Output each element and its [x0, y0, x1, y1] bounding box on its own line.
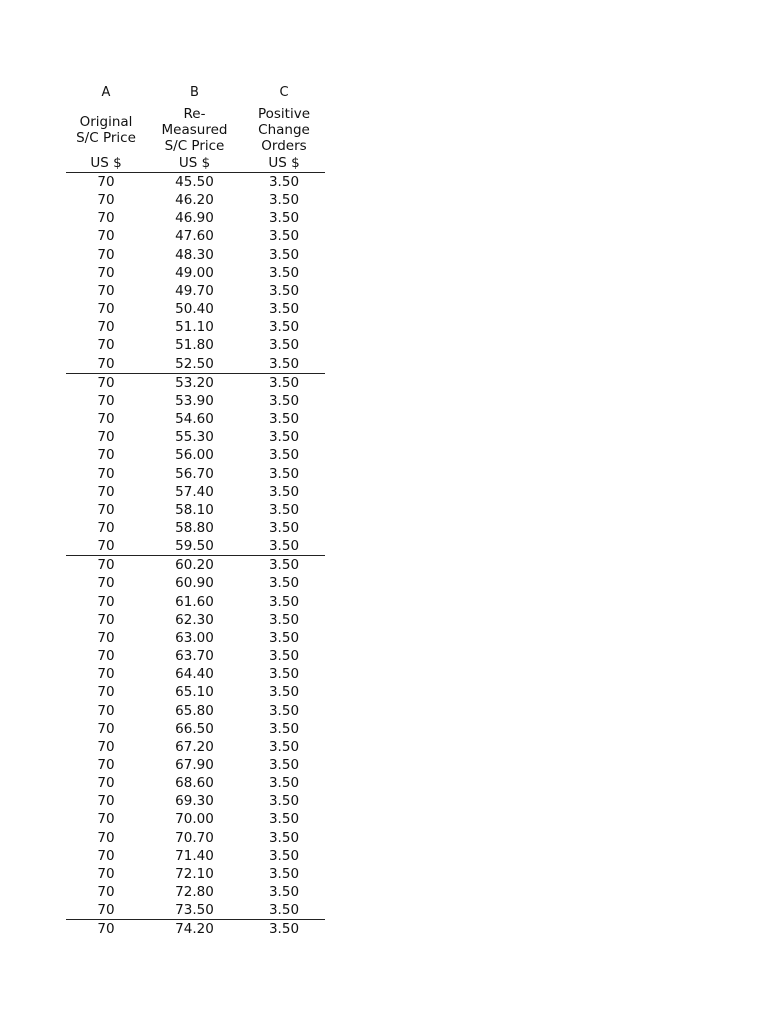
cell-original-price: 70 — [97, 192, 115, 209]
cell-remeasured-price: 51.10 — [175, 319, 214, 336]
cell-remeasured-price: 46.20 — [175, 192, 214, 209]
cell-change-orders: 3.50 — [268, 210, 300, 227]
cell-remeasured-price: 47.60 — [175, 228, 214, 245]
cell-original-price: 70 — [97, 465, 115, 482]
cell-remeasured-price: 51.80 — [175, 337, 214, 354]
cell-remeasured-price: 53.90 — [175, 392, 214, 409]
column-letter-a: A — [101, 85, 111, 100]
table-row — [66, 537, 325, 556]
table-row — [66, 191, 325, 209]
cell-remeasured-price: 71.40 — [175, 847, 214, 864]
cell-original-price: 70 — [97, 829, 115, 846]
table-row — [66, 611, 325, 629]
cell-original-price: 70 — [97, 921, 115, 938]
price-table — [66, 84, 325, 939]
cell-change-orders: 3.50 — [268, 465, 300, 482]
cell-change-orders: 3.50 — [268, 174, 300, 190]
cell-original-price: 70 — [97, 757, 115, 773]
cell-remeasured-price: 69.30 — [175, 793, 214, 810]
cell-original-price: 70 — [97, 738, 115, 755]
column-letters-row — [66, 84, 325, 106]
cell-original-price: 70 — [97, 629, 115, 646]
cell-remeasured-price: 72.80 — [175, 884, 214, 901]
unit-a: US $ — [90, 155, 122, 171]
table-row — [66, 665, 325, 683]
table-row — [66, 209, 325, 227]
cell-remeasured-price: 67.90 — [175, 757, 214, 773]
cell-change-orders: 3.50 — [268, 847, 300, 864]
cell-remeasured-price: 62.30 — [175, 611, 214, 628]
cell-original-price: 70 — [97, 264, 115, 281]
cell-remeasured-price: 72.10 — [175, 865, 214, 882]
cell-original-price: 70 — [97, 811, 115, 828]
table-row — [66, 683, 325, 701]
table-row — [66, 246, 325, 264]
cell-original-price: 70 — [97, 282, 115, 299]
table-row — [66, 593, 325, 611]
cell-change-orders: 3.50 — [268, 192, 300, 209]
cell-change-orders: 3.50 — [268, 557, 300, 574]
table-row — [66, 465, 325, 483]
cell-change-orders: 3.50 — [268, 902, 300, 919]
column-letter-b: B — [190, 85, 199, 100]
cell-original-price: 70 — [97, 301, 115, 318]
table-row — [66, 829, 325, 847]
cell-original-price: 70 — [97, 575, 115, 592]
cell-remeasured-price: 60.90 — [175, 575, 214, 592]
cell-original-price: 70 — [97, 319, 115, 336]
cell-original-price: 70 — [97, 902, 115, 919]
cell-change-orders: 3.50 — [268, 611, 300, 628]
cell-remeasured-price: 70.70 — [175, 829, 214, 846]
header-positive-change-orders: Positive Change Orders — [257, 106, 311, 154]
cell-remeasured-price: 65.10 — [175, 684, 214, 701]
table-row — [66, 556, 325, 574]
cell-change-orders: 3.50 — [268, 884, 300, 901]
cell-remeasured-price: 74.20 — [175, 921, 214, 938]
cell-change-orders: 3.50 — [268, 793, 300, 810]
cell-remeasured-price: 58.80 — [175, 519, 214, 536]
cell-remeasured-price: 50.40 — [175, 301, 214, 318]
cell-change-orders: 3.50 — [268, 411, 300, 428]
cell-change-orders: 3.50 — [268, 702, 300, 719]
cell-remeasured-price: 68.60 — [175, 775, 214, 792]
cell-remeasured-price: 70.00 — [175, 811, 214, 828]
cell-original-price: 70 — [97, 593, 115, 610]
table-row — [66, 410, 325, 428]
cell-remeasured-price: 45.50 — [175, 174, 214, 190]
table-body — [66, 173, 325, 939]
cell-change-orders: 3.50 — [268, 319, 300, 336]
cell-remeasured-price: 61.60 — [175, 593, 214, 610]
table-row — [66, 847, 325, 865]
table-row — [66, 264, 325, 282]
cell-change-orders: 3.50 — [268, 575, 300, 592]
cell-change-orders: 3.50 — [268, 282, 300, 299]
cell-change-orders: 3.50 — [268, 865, 300, 882]
table-row — [66, 810, 325, 828]
table-row — [66, 173, 325, 191]
cell-change-orders: 3.50 — [268, 246, 300, 263]
cell-remeasured-price: 48.30 — [175, 246, 214, 263]
cell-change-orders: 3.50 — [268, 629, 300, 646]
cell-original-price: 70 — [97, 392, 115, 409]
cell-original-price: 70 — [97, 648, 115, 665]
cell-change-orders: 3.50 — [268, 301, 300, 318]
cell-change-orders: 3.50 — [268, 483, 300, 500]
column-headers-row — [66, 106, 325, 154]
cell-original-price: 70 — [97, 702, 115, 719]
table-row — [66, 792, 325, 810]
table-row — [66, 920, 325, 938]
cell-change-orders: 3.50 — [268, 228, 300, 245]
cell-change-orders: 3.50 — [268, 355, 300, 372]
table-row — [66, 647, 325, 665]
cell-remeasured-price: 65.80 — [175, 702, 214, 719]
cell-remeasured-price: 49.70 — [175, 282, 214, 299]
cell-remeasured-price: 67.20 — [175, 738, 214, 755]
cell-original-price: 70 — [97, 174, 115, 190]
cell-original-price: 70 — [97, 538, 115, 555]
table-row — [66, 574, 325, 592]
cell-change-orders: 3.50 — [268, 264, 300, 281]
cell-original-price: 70 — [97, 483, 115, 500]
cell-change-orders: 3.50 — [268, 921, 300, 938]
cell-original-price: 70 — [97, 246, 115, 263]
table-row — [66, 282, 325, 300]
cell-remeasured-price: 59.50 — [175, 538, 214, 555]
cell-change-orders: 3.50 — [268, 757, 300, 773]
unit-b: US $ — [178, 155, 211, 171]
table-row — [66, 901, 325, 920]
unit-c: US $ — [268, 155, 300, 171]
cell-change-orders: 3.50 — [268, 429, 300, 446]
cell-remeasured-price: 64.40 — [175, 666, 214, 683]
table-row — [66, 720, 325, 738]
cell-change-orders: 3.50 — [268, 374, 300, 391]
cell-original-price: 70 — [97, 720, 115, 737]
cell-original-price: 70 — [97, 355, 115, 372]
table-row — [66, 629, 325, 647]
cell-change-orders: 3.50 — [268, 666, 300, 683]
units-row — [66, 154, 325, 173]
cell-change-orders: 3.50 — [268, 720, 300, 737]
cell-remeasured-price: 56.70 — [175, 465, 214, 482]
table-row — [66, 501, 325, 519]
cell-original-price: 70 — [97, 429, 115, 446]
cell-original-price: 70 — [97, 501, 115, 518]
cell-original-price: 70 — [97, 519, 115, 536]
table-row — [66, 374, 325, 392]
cell-original-price: 70 — [97, 666, 115, 683]
table-row — [66, 702, 325, 720]
table-row — [66, 300, 325, 318]
cell-original-price: 70 — [97, 447, 115, 464]
cell-original-price: 70 — [97, 611, 115, 628]
table-row — [66, 738, 325, 756]
cell-remeasured-price: 57.40 — [175, 483, 214, 500]
cell-remeasured-price: 66.50 — [175, 720, 214, 737]
cell-remeasured-price: 52.50 — [175, 355, 214, 372]
cell-original-price: 70 — [97, 210, 115, 227]
table-row — [66, 428, 325, 446]
cell-change-orders: 3.50 — [268, 829, 300, 846]
cell-remeasured-price: 55.30 — [175, 429, 214, 446]
cell-change-orders: 3.50 — [268, 538, 300, 555]
table-row — [66, 318, 325, 336]
table-row — [66, 883, 325, 901]
table-row — [66, 756, 325, 774]
cell-original-price: 70 — [97, 337, 115, 354]
cell-change-orders: 3.50 — [268, 392, 300, 409]
cell-change-orders: 3.50 — [268, 738, 300, 755]
cell-original-price: 70 — [97, 557, 115, 574]
cell-remeasured-price: 60.20 — [175, 557, 214, 574]
table-row — [66, 227, 325, 245]
cell-remeasured-price: 56.00 — [175, 447, 214, 464]
table-row — [66, 336, 325, 354]
cell-original-price: 70 — [97, 775, 115, 792]
cell-change-orders: 3.50 — [268, 337, 300, 354]
cell-original-price: 70 — [97, 865, 115, 882]
cell-change-orders: 3.50 — [268, 501, 300, 518]
table-row — [66, 392, 325, 410]
cell-remeasured-price: 53.20 — [175, 374, 214, 391]
table-row — [66, 446, 325, 464]
cell-change-orders: 3.50 — [268, 648, 300, 665]
cell-change-orders: 3.50 — [268, 775, 300, 792]
cell-remeasured-price: 46.90 — [175, 210, 214, 227]
header-original-sc-price: Original S/C Price — [76, 114, 136, 146]
cell-remeasured-price: 58.10 — [175, 501, 214, 518]
cell-remeasured-price: 63.00 — [175, 629, 214, 646]
cell-original-price: 70 — [97, 411, 115, 428]
cell-original-price: 70 — [97, 884, 115, 901]
cell-original-price: 70 — [97, 228, 115, 245]
table-row — [66, 483, 325, 501]
cell-remeasured-price: 54.60 — [175, 411, 214, 428]
cell-change-orders: 3.50 — [268, 447, 300, 464]
cell-original-price: 70 — [97, 793, 115, 810]
header-remeasured-sc-price: Re- Measured S/C Price — [161, 106, 228, 154]
cell-original-price: 70 — [97, 374, 115, 391]
cell-change-orders: 3.50 — [268, 593, 300, 610]
table-row — [66, 774, 325, 792]
cell-change-orders: 3.50 — [268, 684, 300, 701]
cell-change-orders: 3.50 — [268, 811, 300, 828]
column-letter-c: C — [279, 85, 289, 100]
cell-original-price: 70 — [97, 847, 115, 864]
table-row — [66, 355, 325, 374]
cell-remeasured-price: 49.00 — [175, 264, 214, 281]
cell-original-price: 70 — [97, 684, 115, 701]
cell-remeasured-price: 63.70 — [175, 648, 214, 665]
table-row — [66, 519, 325, 537]
table-row — [66, 865, 325, 883]
cell-remeasured-price: 73.50 — [175, 902, 214, 919]
cell-change-orders: 3.50 — [268, 519, 300, 536]
